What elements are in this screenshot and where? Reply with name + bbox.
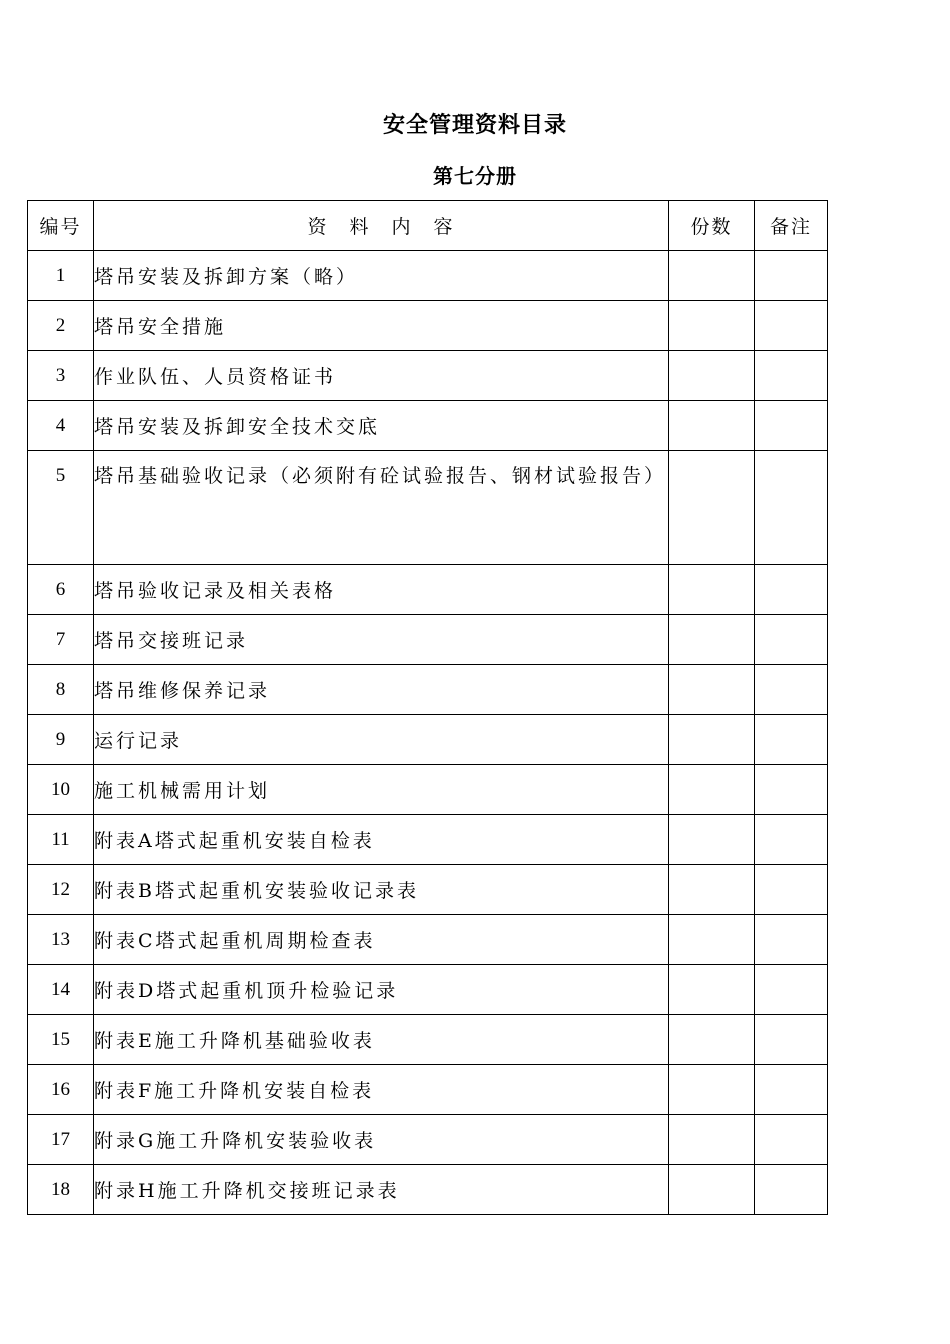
row-number: 13	[28, 915, 94, 965]
header-remark: 备注	[755, 201, 828, 251]
row-content: 塔吊安全措施	[94, 301, 669, 351]
document-title: 安全管理资料目录	[382, 112, 567, 138]
row-content: 施工机械需用计划	[94, 765, 669, 815]
row-remark-cell	[755, 451, 828, 565]
table-row	[28, 665, 828, 715]
row-count-cell	[669, 615, 755, 665]
table-row	[28, 715, 828, 765]
row-count-cell	[669, 965, 755, 1015]
row-remark-cell	[755, 765, 828, 815]
table-row	[28, 965, 828, 1015]
table-row	[28, 815, 828, 865]
row-content: 附录G施工升降机安装验收表	[94, 1115, 669, 1165]
header-count: 份数	[669, 201, 755, 251]
table-row	[28, 1015, 828, 1065]
row-content: 附表E施工升降机基础验收表	[94, 1015, 669, 1065]
row-remark-cell	[755, 965, 828, 1015]
table-row	[28, 351, 828, 401]
table-row	[28, 301, 828, 351]
catalog-table	[27, 200, 828, 1215]
row-remark-cell	[755, 815, 828, 865]
row-count-cell	[669, 765, 755, 815]
table-row	[28, 1165, 828, 1215]
header-content: 资 料 内 容	[94, 201, 669, 251]
row-count-cell	[669, 665, 755, 715]
row-number: 11	[28, 815, 94, 865]
row-content: 附表B塔式起重机安装验收记录表	[94, 865, 669, 915]
row-remark-cell	[755, 401, 828, 451]
row-number: 12	[28, 865, 94, 915]
row-number: 17	[28, 1115, 94, 1165]
row-number: 1	[28, 251, 94, 301]
row-content: 附表A塔式起重机安装自检表	[94, 815, 669, 865]
row-count-cell	[669, 251, 755, 301]
table-row	[28, 915, 828, 965]
row-count-cell	[669, 915, 755, 965]
row-content: 塔吊验收记录及相关表格	[94, 565, 669, 615]
table-header-row	[28, 201, 828, 251]
row-content: 塔吊维修保养记录	[94, 665, 669, 715]
row-number: 2	[28, 301, 94, 351]
row-count-cell	[669, 815, 755, 865]
row-count-cell	[669, 1015, 755, 1065]
header-no: 编号	[28, 201, 94, 251]
row-number: 18	[28, 1165, 94, 1215]
row-content: 塔吊安装及拆卸安全技术交底	[94, 401, 669, 451]
document-subtitle: 第七分册	[433, 164, 517, 188]
row-number: 10	[28, 765, 94, 815]
row-content: 附表C塔式起重机周期检查表	[94, 915, 669, 965]
row-remark-cell	[755, 301, 828, 351]
row-remark-cell	[755, 1115, 828, 1165]
table-row	[28, 1115, 828, 1165]
row-content: 塔吊基础验收记录（必须附有砼试验报告、钢材试验报告）	[94, 451, 669, 565]
row-content: 附表D塔式起重机顶升检验记录	[94, 965, 669, 1015]
row-content: 附录H施工升降机交接班记录表	[94, 1165, 669, 1215]
row-count-cell	[669, 565, 755, 615]
row-remark-cell	[755, 715, 828, 765]
row-number: 5	[28, 451, 94, 565]
row-count-cell	[669, 301, 755, 351]
row-content: 塔吊安装及拆卸方案（略）	[94, 251, 669, 301]
row-remark-cell	[755, 251, 828, 301]
table-row	[28, 401, 828, 451]
table-row	[28, 615, 828, 665]
row-number: 9	[28, 715, 94, 765]
row-remark-cell	[755, 565, 828, 615]
row-number: 6	[28, 565, 94, 615]
row-count-cell	[669, 1165, 755, 1215]
row-number: 7	[28, 615, 94, 665]
row-number: 8	[28, 665, 94, 715]
table-row	[28, 765, 828, 815]
table-row	[28, 1065, 828, 1115]
row-count-cell	[669, 351, 755, 401]
row-remark-cell	[755, 915, 828, 965]
row-count-cell	[669, 451, 755, 565]
row-content: 附表F施工升降机安装自检表	[94, 1065, 669, 1115]
row-number: 14	[28, 965, 94, 1015]
row-remark-cell	[755, 865, 828, 915]
row-count-cell	[669, 1065, 755, 1115]
table-row	[28, 865, 828, 915]
row-remark-cell	[755, 1065, 828, 1115]
row-count-cell	[669, 715, 755, 765]
row-count-cell	[669, 1115, 755, 1165]
row-remark-cell	[755, 615, 828, 665]
row-number: 3	[28, 351, 94, 401]
row-content: 作业队伍、人员资格证书	[94, 351, 669, 401]
table-row	[28, 451, 828, 565]
row-number: 16	[28, 1065, 94, 1115]
row-remark-cell	[755, 351, 828, 401]
row-number: 15	[28, 1015, 94, 1065]
row-count-cell	[669, 401, 755, 451]
row-number: 4	[28, 401, 94, 451]
row-remark-cell	[755, 1015, 828, 1065]
table-row	[28, 251, 828, 301]
row-remark-cell	[755, 665, 828, 715]
row-content: 塔吊交接班记录	[94, 615, 669, 665]
table-row	[28, 565, 828, 615]
row-count-cell	[669, 865, 755, 915]
row-content: 运行记录	[94, 715, 669, 765]
row-remark-cell	[755, 1165, 828, 1215]
